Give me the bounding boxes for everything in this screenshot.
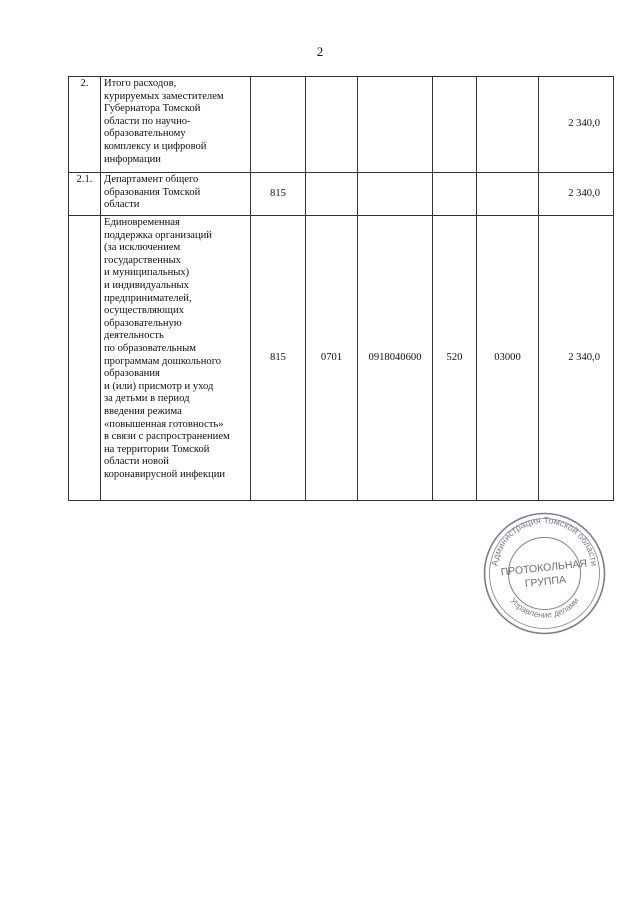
table-row	[69, 216, 614, 501]
amount: 2 340,0	[539, 173, 614, 216]
purpose-code: 03000	[477, 216, 539, 501]
page-number: 2	[316, 44, 324, 59]
row-name: Единовременная поддержка организаций (за исключением государственных и муниципальных) и индивидуальных предпринимателей, осуществляющих образовательную деятельность по образовательным программам дошкольного образования и (или) присмотр и уход за детьми в период введения режима «повышенная готовность» в связи с распространением на территории Томской области новой коронавирусной инфекции	[101, 216, 251, 501]
purpose-code	[477, 173, 539, 216]
stamp-inner-line1: ПРОТОКОЛЬНАЯ	[500, 557, 588, 579]
stamp-outer-text: Администрация Томской области	[489, 515, 600, 567]
expense-type: 520	[433, 216, 477, 501]
row-name: Итого расходов, курируемых заместителем Губернатора Томской области по научно- образовательному комплексу и цифровой информации	[101, 77, 251, 173]
row-number: 2.	[69, 77, 101, 173]
stamp-inner-line2: ГРУППА	[524, 573, 567, 591]
stamp-bottom-text: Управление делами	[508, 595, 581, 620]
target-article	[358, 173, 433, 216]
section-code	[306, 77, 358, 173]
row-number: 2.1.	[69, 173, 101, 216]
ministry-code: 815	[251, 216, 306, 501]
purpose-code	[477, 77, 539, 173]
expense-type	[433, 173, 477, 216]
ministry-code	[251, 77, 306, 173]
expenditure-table	[68, 76, 614, 501]
amount: 2 340,0	[539, 216, 614, 501]
table-row	[69, 173, 614, 216]
amount: 2 340,0	[539, 77, 614, 173]
row-name: Департамент общего образования Томской области	[101, 173, 251, 216]
official-stamp	[482, 511, 607, 636]
target-article: 0918040600	[358, 216, 433, 501]
section-code: 0701	[306, 216, 358, 501]
row-number	[69, 216, 101, 501]
target-article	[358, 77, 433, 173]
expense-type	[433, 77, 477, 173]
section-code	[306, 173, 358, 216]
ministry-code: 815	[251, 173, 306, 216]
table-row	[69, 77, 614, 173]
